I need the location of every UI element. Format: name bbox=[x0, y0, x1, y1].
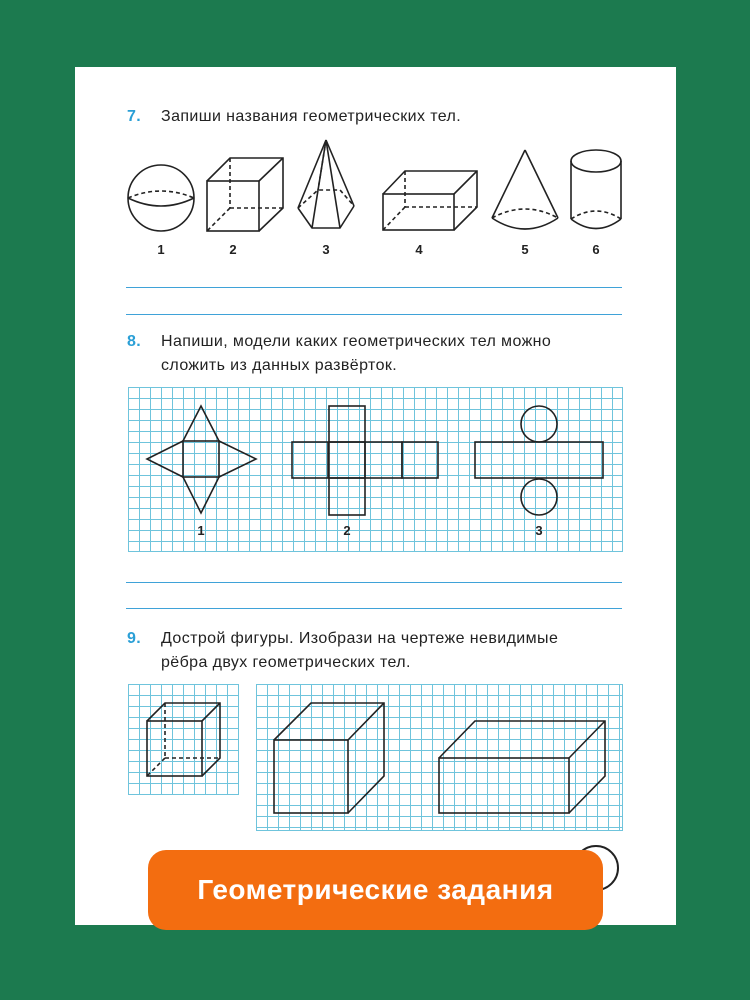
net-label-2: 2 bbox=[343, 523, 351, 538]
example-cube bbox=[147, 703, 220, 776]
incomplete-cuboid bbox=[439, 721, 605, 813]
task-9-line1: Дострой фигуры. Изобрази на чертеже невидимые bbox=[161, 630, 559, 647]
solid-label-3: 3 bbox=[322, 242, 330, 257]
solid-label-2: 2 bbox=[229, 242, 237, 257]
task-9-line2: рёбра двух геометрических тел. bbox=[161, 654, 411, 671]
title-banner bbox=[148, 850, 603, 930]
task-8-number: 8. bbox=[127, 333, 142, 350]
solid-label-4: 4 bbox=[415, 242, 423, 257]
solid-label-1: 1 bbox=[157, 242, 165, 257]
solid-label-5: 5 bbox=[521, 242, 529, 257]
task-8-line1: Напиши, модели каких геометрических тел можно bbox=[161, 333, 552, 350]
task-9-number: 9. bbox=[127, 630, 142, 647]
title-banner-label: Геометрические задания bbox=[197, 874, 554, 905]
net-label-1: 1 bbox=[197, 523, 205, 538]
solid-label-6: 6 bbox=[592, 242, 600, 257]
task-7-text: Запиши названия геометрических тел. bbox=[161, 108, 462, 125]
incomplete-cube bbox=[274, 703, 384, 813]
net-label-3: 3 bbox=[535, 523, 543, 538]
task-8-line2: сложить из данных развёрток. bbox=[161, 357, 398, 374]
task-7-number: 7. bbox=[127, 108, 142, 125]
